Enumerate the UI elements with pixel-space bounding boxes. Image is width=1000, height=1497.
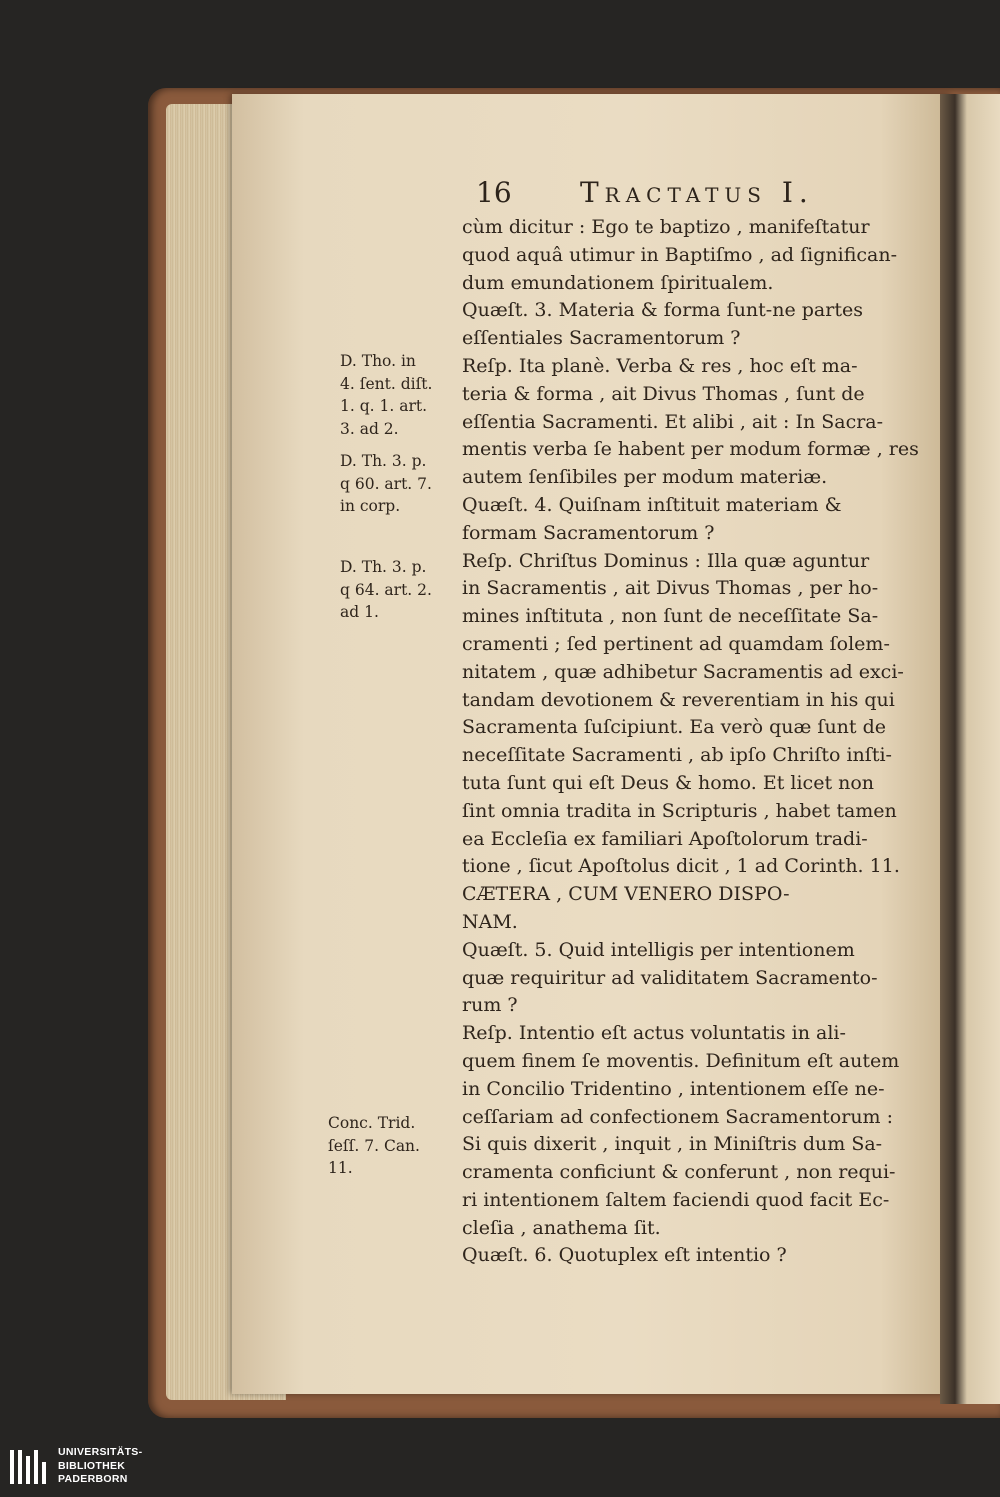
text-line: tuta ſunt qui eſt Deus & homo. Et licet non bbox=[462, 771, 875, 794]
text-line: Reſp. Intentio eſt actus voluntatis in ali- bbox=[462, 1022, 846, 1045]
logo-text-line: UNIVERSITÄTS- bbox=[58, 1446, 143, 1458]
text-line: tione , ſicut Apoſtolus dicit , 1 ad Corinth. 11. bbox=[462, 855, 900, 878]
page-number: 16 bbox=[476, 176, 512, 209]
text-line: cramenta conficiunt & conferunt , non requi- bbox=[462, 1161, 896, 1184]
text-line: eſſentiales Sacramentorum ? bbox=[462, 327, 741, 350]
logo-text-line: BIBLIOTHEK bbox=[58, 1459, 126, 1472]
facing-page-edge bbox=[940, 94, 1000, 1404]
margin-note-1 bbox=[340, 350, 476, 440]
text-line: Quæſt. 4. Quiſnam inſtituit materiam & bbox=[462, 493, 842, 516]
text-line: teria & forma , ait Divus Thomas , ſunt de bbox=[462, 382, 865, 405]
text-line: Sacramenta ſuſcipiunt. Ea verò quæ ſunt de bbox=[462, 716, 887, 739]
text-line: NAM. bbox=[462, 910, 518, 933]
margin-note-3 bbox=[340, 556, 476, 624]
text-line: ea Eccleſia ex familiari Apoſtolorum tradi- bbox=[462, 827, 868, 850]
text-line: ſint omnia tradita in Scripturis , habet tamen bbox=[462, 799, 897, 822]
page-header bbox=[476, 176, 936, 216]
text-line: in Sacramentis , ait Divus Thomas , per ho- bbox=[462, 577, 879, 600]
margin-note-line: 3. ad 2. bbox=[340, 419, 399, 438]
margin-note-line: 4. ſent. diſt. bbox=[340, 374, 433, 393]
library-logo bbox=[8, 1444, 188, 1490]
text-line: mentis verba ſe habent per modum formæ , res bbox=[462, 438, 919, 461]
text-line: cùm dicitur : Ego te baptizo , manifeſtatur bbox=[462, 216, 870, 238]
text-line: ri intentionem ſaltem faciendi quod facit Ec- bbox=[462, 1188, 890, 1211]
text-line: rum ? bbox=[462, 994, 518, 1017]
text-line: nitatem , quæ adhibetur Sacramentis ad exci- bbox=[462, 660, 904, 683]
margin-note-line: q 60. art. 7. bbox=[340, 474, 432, 493]
library-logo-text bbox=[58, 1446, 142, 1487]
margin-note-4 bbox=[328, 1112, 464, 1180]
text-line: mines inſtituta , non ſunt de neceſſitate Sa- bbox=[462, 605, 879, 628]
text-line: in Concilio Tridentino , intentionem eſſe ne- bbox=[462, 1077, 885, 1100]
text-line: quod aquâ utimur in Baptiſmo , ad ſignifican- bbox=[462, 243, 897, 266]
text-line: Quæſt. 6. Quotuplex eſt intentio ? bbox=[462, 1244, 787, 1267]
text-line: eſſentia Sacramenti. Et alibi , ait : In Sacra- bbox=[462, 410, 884, 433]
library-logo-icon bbox=[8, 1446, 50, 1488]
text-line: CÆTERA , CUM VENERO DISPO- bbox=[462, 883, 790, 906]
text-line: cleſia , anathema ſit. bbox=[462, 1216, 661, 1239]
text-line: Quæſt. 5. Quid intelligis per intentionem bbox=[462, 938, 855, 961]
margin-note-line: Conc. Trid. bbox=[328, 1114, 416, 1132]
margin-note-line: 11. bbox=[328, 1159, 353, 1178]
text-line: autem ſenſibiles per modum materiæ. bbox=[462, 466, 828, 489]
text-line: ceſſariam ad confectionem Sacramentorum : bbox=[462, 1105, 894, 1128]
text-line: Reſp. Chriſtus Dominus : Illa quæ aguntur bbox=[462, 549, 870, 572]
margin-note-line: ſeſſ. 7. Can. bbox=[328, 1136, 420, 1155]
text-line: neceſſitate Sacramenti , ab ipſo Chriſto inſti- bbox=[462, 744, 892, 767]
text-line: dum emundationem ſpiritualem. bbox=[462, 271, 774, 294]
margin-note-line: D. Th. 3. p. bbox=[340, 452, 427, 470]
logo-text-line: PADERBORN bbox=[58, 1473, 128, 1485]
text-line: formam Sacramentorum ? bbox=[462, 521, 715, 544]
text-line: Quæſt. 3. Materia & forma ſunt-ne partes bbox=[462, 299, 863, 322]
text-line: cramenti ; ſed pertinent ad quamdam ſolem- bbox=[462, 632, 890, 655]
margin-note-line: in corp. bbox=[340, 497, 401, 516]
margin-note-line: ad 1. bbox=[340, 603, 379, 622]
margin-note-line: D. Th. 3. p. bbox=[340, 558, 427, 576]
body-text bbox=[462, 214, 934, 1270]
text-line: quem finem ſe moventis. Definitum eſt autem bbox=[462, 1049, 900, 1072]
text-line: Reſp. Ita planè. Verba & res , hoc eſt ma- bbox=[462, 354, 858, 377]
margin-note-line: D. Tho. in bbox=[340, 352, 416, 370]
text-line: Si quis dixerit , inquit , in Miniſtris dum Sa- bbox=[462, 1133, 883, 1156]
margin-note-line: 1. q. 1. art. bbox=[340, 397, 428, 416]
margin-note-line: q 64. art. 2. bbox=[340, 580, 432, 599]
text-line: quæ requiritur ad validitatem Sacramento- bbox=[462, 966, 878, 989]
running-title: Tractatus I. bbox=[580, 176, 814, 209]
margin-note-2 bbox=[340, 450, 476, 518]
text-line: tandam devotionem & reverentiam in his qui bbox=[462, 688, 895, 711]
